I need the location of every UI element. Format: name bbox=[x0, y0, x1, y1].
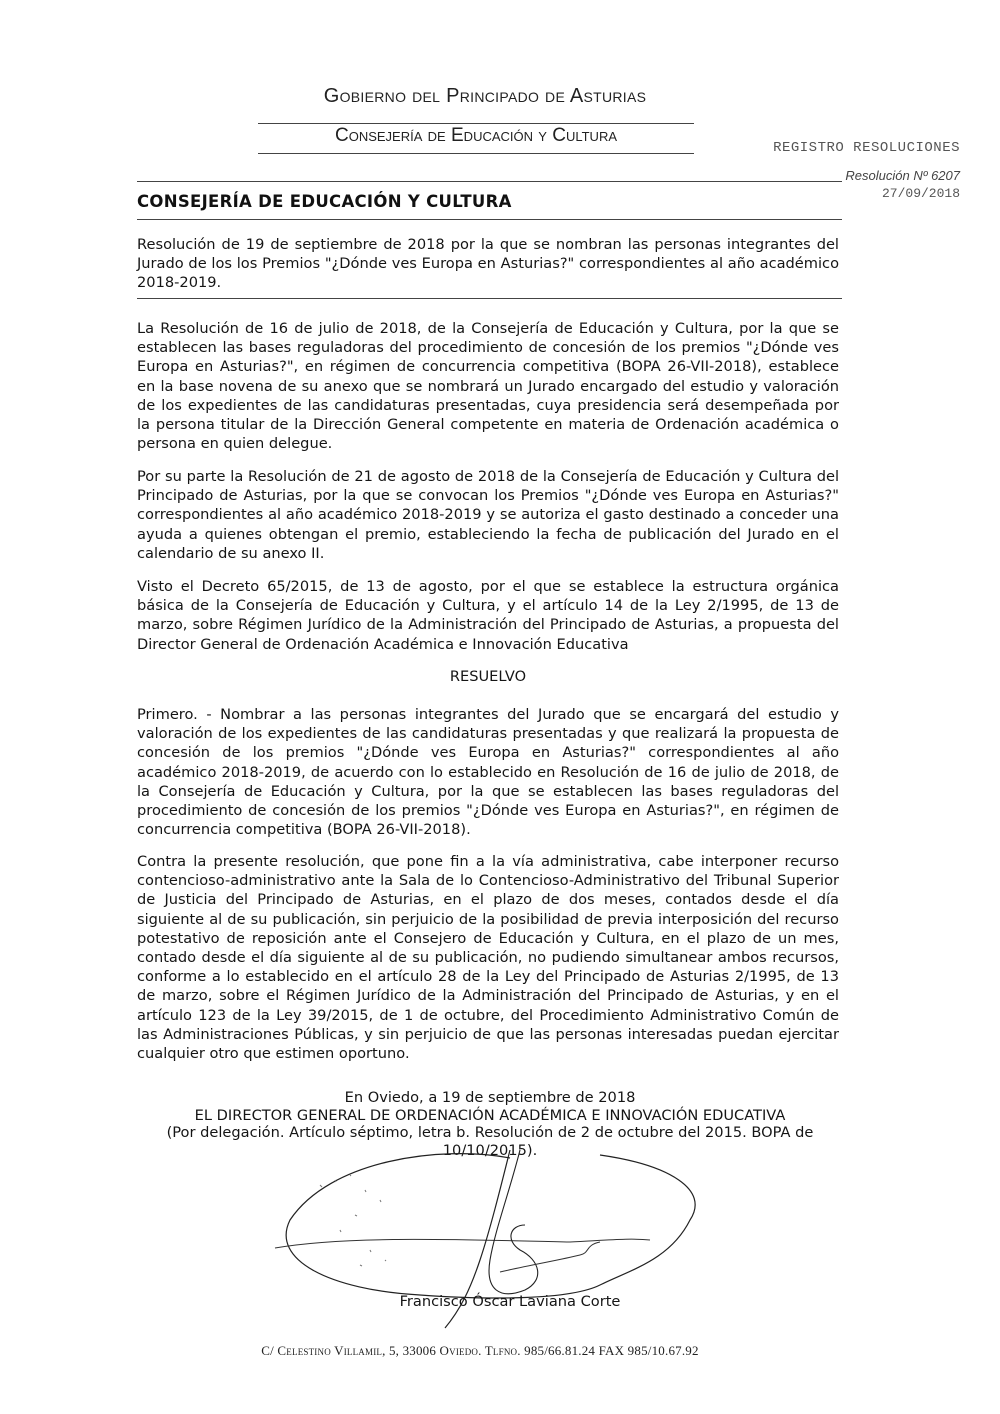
delegation-line-2: 10/10/2015). bbox=[442, 1141, 538, 1159]
first-resolution-point: Primero. - Nombrar a las personas integrantes del Jurado que se encargará del estudio y valoración de los expedientes de las candidaturas presentadas y que realizará la propuesta de concesión de los premios "¿Dónde ves Europa en Asturias?" correspondientes al año académico 2018-2019, de acuerdo con lo establecido en Resolución de 16 de julio de 2018, de la Consejería de Educación y Cultura, por la que se establecen las bases reguladoras del procedimiento de concesión de los premios "¿Dónde ves Europa en Asturias?", en régimen de concurrencia competitiva (BOPA 26-VII-2018). bbox=[137, 706, 839, 839]
appeal-paragraph: Contra la presente resolución, que pone fin a la vía administrativa, cabe interponer recurso contencioso-administrativo ante la Sala de lo Contencioso-Administrativo del Tribunal Superior de Justicia del Principado de Asturias, en el plazo de dos meses, contados desde el día siguiente al de su publicación, sin perjuicio de la posibilidad de previa interposición del recurso potestativo de reposición ante el Consejero de Educación y Cultura, en el plazo de un mes, contado desde el día siguiente al de su publicación, no pudiendo simultanear ambos recursos, conforme a lo establecido en el artículo 28 de la Ley del Principado de Asturias 2/1995, de 13 de marzo, sobre el Régimen Jurídico de la Administración del Principado de Asturias, y en el artículo 123 de la Ley 39/2015, de 1 de octubre, del Procedimiento Administrativo Común de las Administraciones Públicas, y sin perjuicio de que las personas interesadas puedan ejercitar cualquier otro que estimen oportuno. bbox=[137, 853, 839, 1063]
footer-address: C/ Celestino Villamil, 5, 33006 Oviedo. Tlfno. 985/66.81.24 FAX 985/10.67.92 bbox=[261, 1343, 699, 1358]
department-rule-bottom bbox=[137, 219, 842, 220]
signer-name: Francisco Óscar Laviana Corte bbox=[399, 1293, 621, 1310]
paragraph-3: Visto el Decreto 65/2015, de 13 de agosto, por el que se establece la estructura orgánica básica de la Consejería de Educación y Cultura, y el artículo 14 de la Ley 2/1995, de 13 de marzo, sobre Régimen Jurídico de la Administración del Principado de Asturias, a propuesta del Director General de Ordenación Académica e Innovación Educativa bbox=[137, 578, 839, 653]
paragraph-2: Por su parte la Resolución de 21 de agosto de 2018 de la Consejería de Educación y Cultura del Principado de Asturias, por la que se convocan los Premios "¿Dónde ves Europa en Asturias?" correspondientes al año académico 2018-2019 y se autoriza el gasto destinado a conceder una ayuda a quienes obtengan el premio, estableciendo la fecha de publicación del Jurado en el calendario de su anexo II. bbox=[137, 468, 839, 562]
delegation-line-1: (Por delegación. Artículo séptimo, letra b. Resolución de 2 de octubre del 2015. BOPA de bbox=[166, 1124, 814, 1141]
resolves-heading: RESUELVO bbox=[449, 668, 527, 685]
department-rule-top bbox=[137, 181, 842, 182]
signer-position: EL DIRECTOR GENERAL DE ORDENACIÓN ACADÉMICA E INNOVACIÓN EDUCATIVA bbox=[194, 1106, 786, 1124]
consejeria-title: Consejería de Educación y Cultura bbox=[334, 125, 618, 146]
header-rule-bottom bbox=[258, 153, 694, 154]
resolution-summary: Resolución de 19 de septiembre de 2018 por la que se nombran las personas integrantes del Jurado de los los Premios "¿Dónde ves Europa en Asturias?" correspondientes al año académico 2018-2019. bbox=[137, 236, 839, 292]
header-rule-top bbox=[258, 123, 694, 124]
registry-date: 27/09/2018 bbox=[881, 186, 960, 201]
summary-rule bbox=[137, 298, 842, 299]
resolution-number: Resolución Nº 6207 bbox=[845, 168, 960, 183]
signature-block bbox=[150, 1089, 830, 1159]
place-date: En Oviedo, a 19 de septiembre de 2018 bbox=[344, 1089, 636, 1106]
paragraph-1: La Resolución de 16 de julio de 2018, de la Consejería de Educación y Cultura, por la que se establecen las bases reguladoras del procedimiento de concesión de los premios "¿Dónde ves Europa en Asturias?", en régimen de concurrencia competitiva (BOPA 26-VII-2018), establece en la base novena de su anexo que se nombrará un Jurado encargado del estudio y valoración de los expedientes de las candidaturas presentadas, cuya presidencia será desempeñada por la persona titular de la Dirección General competente en materia de Ordenación académica o persona en quien delegue. bbox=[137, 320, 839, 453]
handwritten-signature bbox=[270, 1150, 750, 1340]
department-heading: CONSEJERÍA DE EDUCACIÓN Y CULTURA bbox=[137, 192, 512, 211]
registry-stamp: REGISTRO RESOLUCIONES bbox=[773, 140, 960, 156]
government-title: Gobierno del Principado de Asturias bbox=[323, 85, 647, 107]
